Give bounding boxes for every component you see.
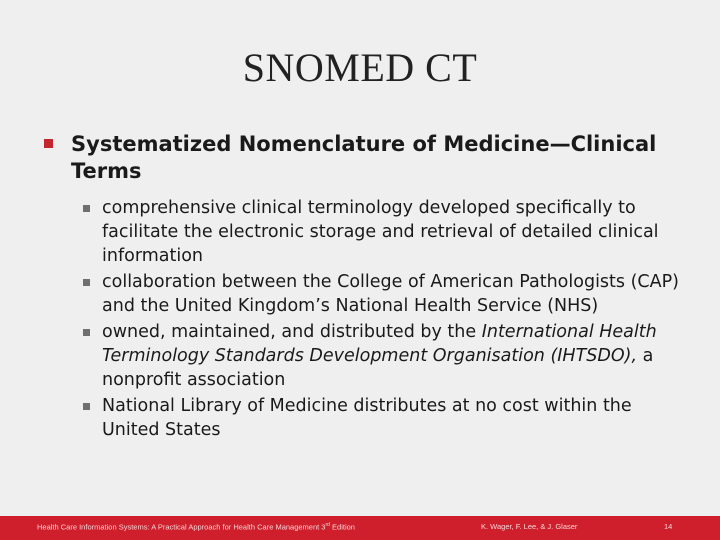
- sub-bullet-3-text-start: owned, maintained, and distributed by the: [102, 322, 482, 342]
- sub-bullet-list: [82, 196, 682, 444]
- sub-bullet-4: [82, 394, 682, 442]
- sub-bullet-3-organization: International Health Terminology Standards Development Organisation (IHTSDO),: [102, 322, 657, 366]
- footer-book-title-text: Health Care Information Systems: A Practical Approach for Health Care Management 3: [37, 522, 326, 532]
- footer-edition-word: Edition: [329, 522, 355, 532]
- sub-bullet-1-text: comprehensive clinical terminology developed specifically to facilitate the electronic storage and retrieval of detailed clinical information: [102, 198, 659, 266]
- red-square-bullet-icon: [44, 139, 53, 148]
- sub-bullet-4-text: National Library of Medicine distributes at no cost within the United States: [102, 396, 632, 440]
- gray-square-bullet-icon: [83, 329, 90, 336]
- footer-page-number: 14: [664, 522, 673, 531]
- gray-square-bullet-icon: [83, 403, 90, 410]
- gray-square-bullet-icon: [83, 279, 90, 286]
- footer-bar: [0, 516, 720, 540]
- sub-bullet-3: [82, 320, 682, 392]
- slide-title: SNOMED CT: [242, 45, 478, 90]
- main-bullet-text: Systematized Nomenclature of Medicine—Clinical Terms: [71, 132, 657, 183]
- footer-edition-sup: rd: [325, 522, 330, 528]
- sub-bullet-3-text-end: a nonprofit association: [102, 346, 654, 390]
- main-bullet: [44, 131, 664, 185]
- sub-bullet-2: [82, 270, 682, 318]
- footer-authors: K. Wager, F. Lee, & J. Glaser: [481, 522, 578, 531]
- sub-bullet-2-text: collaboration between the College of American Pathologists (CAP) and the United Kingdom’s National Health Service (NHS): [102, 272, 679, 316]
- gray-square-bullet-icon: [83, 205, 90, 212]
- footer-book-title: [37, 522, 355, 532]
- sub-bullet-1: [82, 196, 682, 268]
